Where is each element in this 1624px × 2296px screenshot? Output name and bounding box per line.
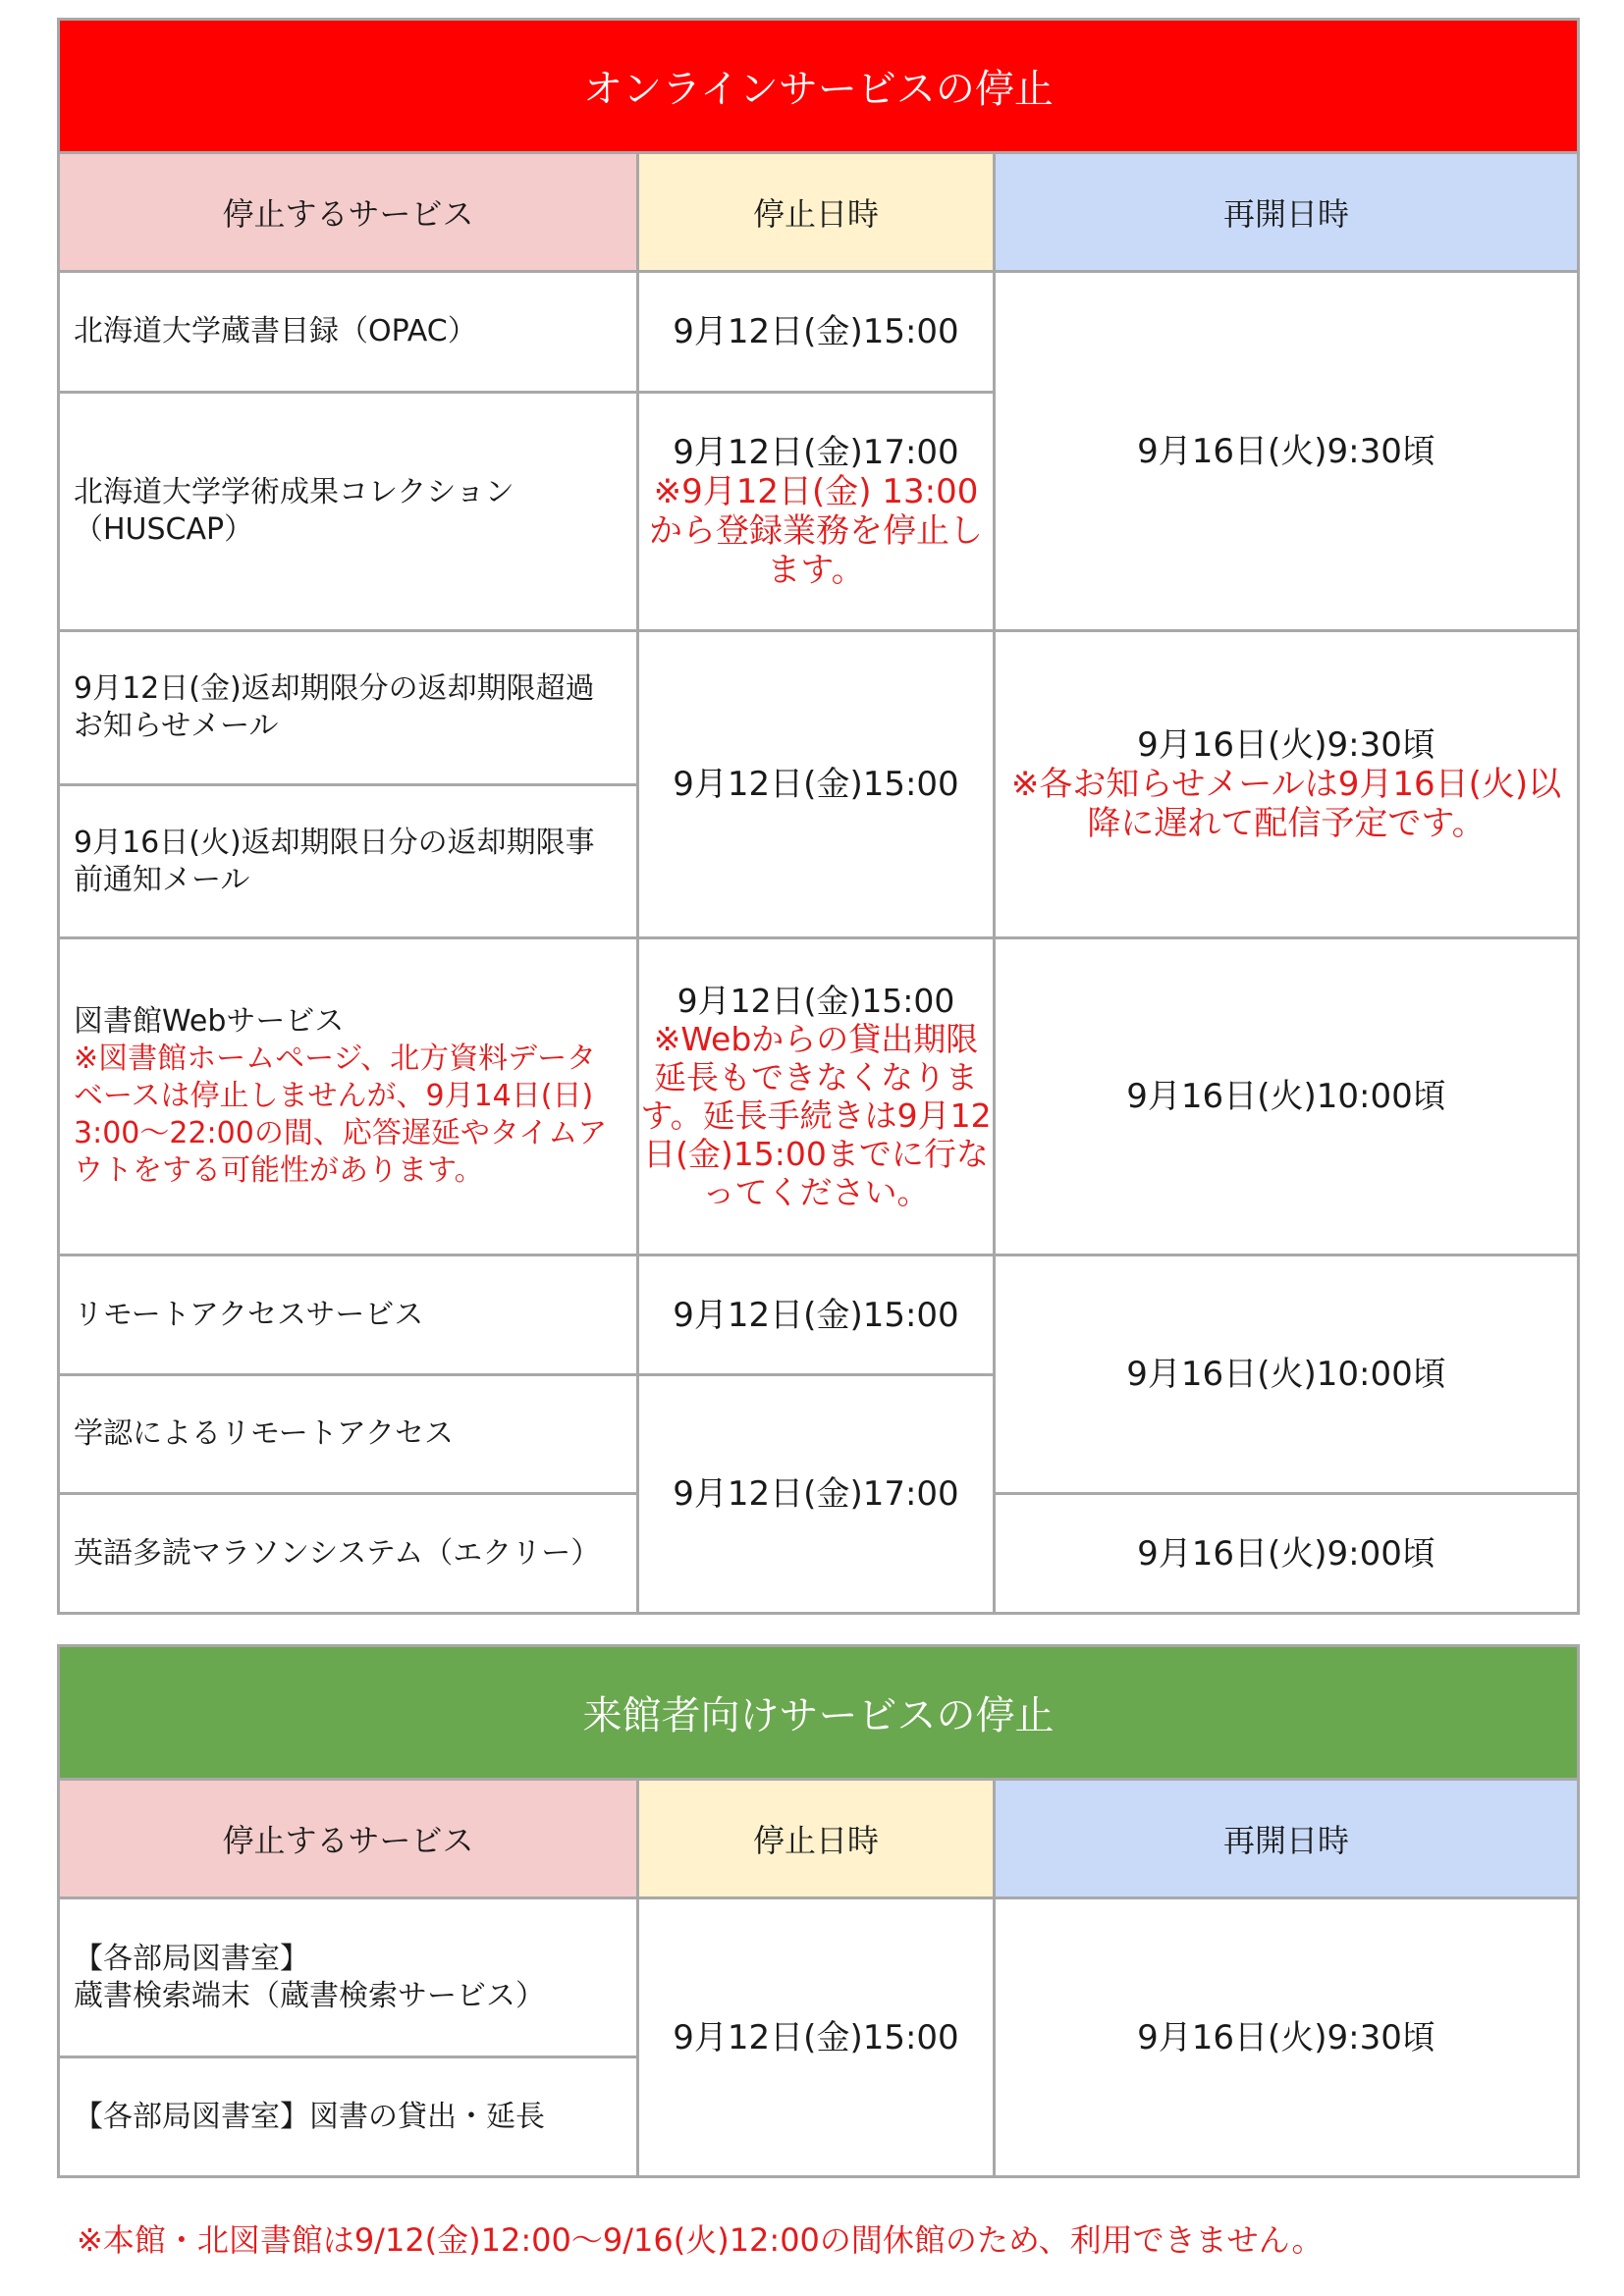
resume-opac-huscap: 9月16日(火)9:30頃 [995, 272, 1579, 631]
onsite-services-table [57, 1644, 1580, 2178]
header-service: 停止するサービス [59, 1780, 638, 1898]
stop-web [638, 938, 995, 1255]
stop-remote: 9月12日(金)15:00 [638, 1255, 995, 1375]
stop-mail: 9月12日(金)15:00 [638, 631, 995, 938]
onsite-section-title: 来館者向けサービスの停止 [59, 1646, 1579, 1780]
footnote: ※本館・北図書館は9/12(金)12:00～9/16(火)12:00の間休館のため、利用できません。 [77, 2221, 1324, 2259]
header-resume-time: 再開日時 [995, 153, 1579, 272]
service-eigo: 英語多読マラソンシステム（エクリー） [59, 1494, 638, 1614]
resume-remote: 9月16日(火)10:00頃 [995, 1255, 1579, 1494]
resume-eigo: 9月16日(火)9:00頃 [995, 1494, 1579, 1614]
huscap-stop-time: 9月12日(金)17:00 [673, 433, 959, 472]
stop-opac: 9月12日(金)15:00 [638, 272, 995, 393]
web-service-label: 図書館Webサービス [74, 1004, 345, 1039]
huscap-stop-note: ※9月12日(金) 13:00から登録業務を停止します。 [649, 472, 983, 590]
service-remote: リモートアクセスサービス [59, 1255, 638, 1375]
huscap-line1: 北海道大学学術成果コレクション [74, 475, 514, 509]
stop-onsite: 9月12日(金)15:00 [638, 1898, 995, 2177]
web-service-note: ※図書館ホームページ、北方資料データベースは停止しませんが、9月14日(日) 3:00～22:00の間、応答遅延やタイムアウトをする可能性があります。 [74, 1041, 608, 1188]
stop-gakunin-eigo: 9月12日(金)17:00 [638, 1375, 995, 1614]
resume-mail [995, 631, 1579, 938]
stop-huscap [638, 393, 995, 631]
service-reminder-mail: 9月16日(火)返却期限日分の返却期限事前通知メール [59, 785, 638, 938]
service-opac: 北海道大学蔵書目録（OPAC） [59, 272, 638, 393]
header-service: 停止するサービス [59, 153, 638, 272]
mail-resume-note: ※各お知らせメールは9月16日(火)以降に遅れて配信予定です。 [1010, 765, 1562, 843]
header-resume-time: 再開日時 [995, 1780, 1579, 1898]
online-section-title: オンラインサービスの停止 [59, 20, 1579, 153]
mail-resume-time: 9月16日(火)9:30頃 [1137, 725, 1435, 765]
online-services-table [57, 18, 1580, 1615]
header-stop-time: 停止日時 [638, 153, 995, 272]
header-stop-time: 停止日時 [638, 1780, 995, 1898]
terminal-line2: 蔵書検索端末（蔵書検索サービス） [74, 1978, 545, 2013]
service-web [59, 938, 638, 1255]
service-search-terminal [59, 1898, 638, 2057]
huscap-line2: （HUSCAP） [74, 512, 254, 547]
service-overdue-mail: 9月12日(金)返却期限分の返却期限超過お知らせメール [59, 631, 638, 785]
resume-web: 9月16日(火)10:00頃 [995, 938, 1579, 1255]
service-huscap [59, 393, 638, 631]
service-gakunin: 学認によるリモートアクセス [59, 1375, 638, 1494]
terminal-line1: 【各部局図書室】 [74, 1941, 309, 1976]
web-stop-time: 9月12日(金)15:00 [677, 982, 955, 1020]
resume-onsite: 9月16日(火)9:30頃 [995, 1898, 1579, 2177]
service-lending: 【各部局図書室】図書の貸出・延長 [59, 2057, 638, 2177]
web-stop-note: ※Webからの貸出期限延長もできなくなります。延長手続きは9月12日(金)15:00までに行なってください。 [640, 1020, 992, 1211]
